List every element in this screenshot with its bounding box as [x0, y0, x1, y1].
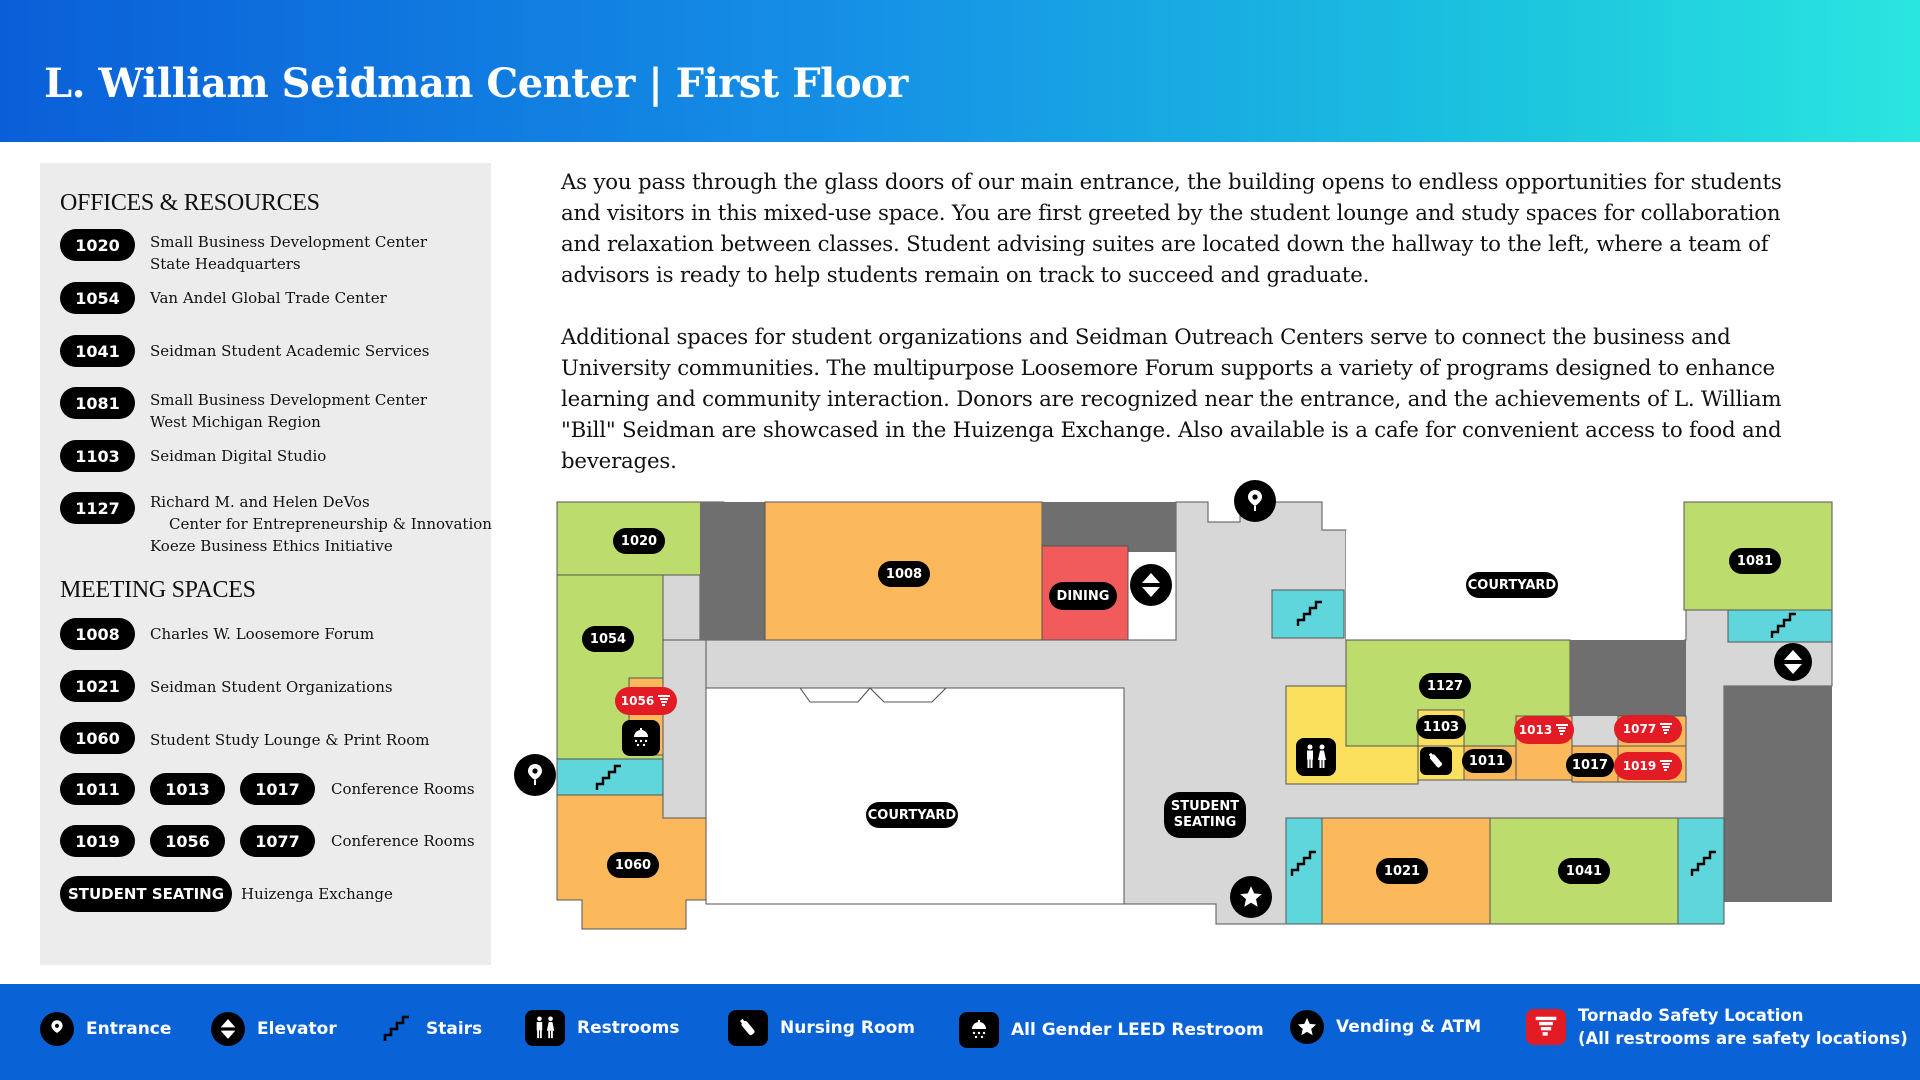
restrooms-icon — [525, 1010, 565, 1046]
tornado-icon — [1659, 759, 1673, 773]
safety-label-1077: 1077 — [1614, 715, 1682, 743]
page-title: L. William Seidman Center | First Floor — [44, 60, 908, 107]
map-label-1020: 1020 — [613, 528, 665, 554]
room-badge-1019: 1019 — [60, 825, 135, 857]
room-badge-1054: 1054 — [60, 282, 135, 314]
room-badge-1017: 1017 — [240, 773, 315, 805]
map-label-1054: 1054 — [582, 626, 634, 652]
office-1081-text: Small Business Development Center West Michigan Region — [150, 391, 428, 431]
shower-icon — [622, 720, 660, 756]
offices-heading: OFFICES & RESOURCES — [60, 190, 320, 216]
elevator-icon — [1130, 564, 1172, 606]
corridor-lower-left — [662, 640, 706, 820]
safety-label-1013: 1013 — [1514, 716, 1574, 744]
legend-elevator: Elevator — [211, 1012, 337, 1046]
legend-stairs: Stairs — [380, 1012, 482, 1046]
office-1020-text: Small Business Development Center State Headquarters — [150, 233, 428, 273]
map-label-1081: 1081 — [1729, 548, 1781, 574]
legend-bar — [0, 984, 1920, 1080]
description-paragraph-1: As you pass through the glass doors of our main entrance, the building opens to endless opportunities for students and visitors in this mixed-use space. You are first greeted by the student lounge and study spaces for collaboration and relaxation between classes. Student advising suites are located down the hallway to the left, where a team of advisors is ready to help students remain on track to succeed and graduate. — [561, 170, 1782, 288]
room-badge-1021: 1021 — [60, 670, 135, 702]
tornado-icon — [657, 694, 671, 708]
service-middle — [1042, 502, 1176, 552]
meeting-1008-text: Charles W. Loosemore Forum — [150, 625, 375, 643]
room-badge-1011: 1011 — [60, 773, 135, 805]
room-badge-1008: 1008 — [60, 618, 135, 650]
tornado-icon — [1659, 722, 1673, 736]
meeting-heading: MEETING SPACES — [60, 577, 256, 603]
conference-rooms-text-1: Conference Rooms — [331, 780, 475, 798]
elevator-icon — [211, 1012, 245, 1046]
map-label-1060: 1060 — [607, 852, 659, 878]
student-seating-badge: STUDENT SEATING — [60, 876, 232, 912]
map-label-1041: 1041 — [1558, 858, 1610, 884]
room-badge-1060: 1060 — [60, 722, 135, 754]
meeting-1060-text: Student Study Lounge & Print Room — [150, 731, 430, 749]
entrance-icon — [514, 754, 556, 796]
entrance-icon — [40, 1012, 74, 1046]
stairs-bottom-right — [1678, 818, 1724, 924]
elevator-icon — [1774, 643, 1812, 681]
safety-label-1019: 1019 — [1614, 752, 1682, 780]
conference-rooms-text-2: Conference Rooms — [331, 832, 475, 850]
room-badge-1103: 1103 — [60, 440, 135, 472]
shower-icon — [959, 1012, 999, 1048]
map-label-courtyard-left: COURTYARD — [866, 802, 958, 828]
map-label-1127: 1127 — [1419, 673, 1471, 699]
star-icon — [1290, 1010, 1324, 1044]
office-1041-text: Seidman Student Academic Services — [150, 342, 430, 360]
legend-tornado-safety: Tornado Safety Location (All restrooms are safety locations) — [1526, 1004, 1908, 1050]
entrance-icon — [1234, 480, 1276, 522]
office-1103-text: Seidman Digital Studio — [150, 447, 327, 465]
legend-restrooms: Restrooms — [525, 1010, 679, 1046]
office-1127-text: Richard M. and Helen DeVos Center for Entrepreneurship & Innovation Koeze Business Ethics Initiative — [150, 493, 492, 555]
legend-all-gender-restroom: All Gender LEED Restroom — [959, 1012, 1264, 1048]
service-far-right — [1724, 686, 1832, 902]
map-label-1103: 1103 — [1416, 715, 1466, 739]
legend-nursing-room: Nursing Room — [728, 1010, 915, 1046]
map-label-courtyard-right: COURTYARD — [1466, 572, 1558, 598]
courtyard-left-area — [706, 688, 1124, 904]
room-badge-1127: 1127 — [60, 492, 135, 524]
map-label-1008: 1008 — [878, 561, 930, 587]
meeting-1021-text: Seidman Student Organizations — [150, 678, 393, 696]
seating-text: Huizenga Exchange — [241, 885, 393, 903]
room-badge-1081: 1081 — [60, 387, 135, 419]
legend-entrance: Entrance — [40, 1012, 171, 1046]
map-label-1021: 1021 — [1376, 858, 1428, 884]
office-1054-text: Van Andel Global Trade Center — [150, 289, 387, 307]
nursing-room-icon — [728, 1010, 768, 1046]
map-label-dining: DINING — [1049, 582, 1117, 610]
service-right — [1570, 640, 1686, 716]
room-badge-1041: 1041 — [60, 335, 135, 367]
tornado-icon — [1555, 723, 1569, 737]
room-badge-1056: 1056 — [150, 825, 225, 857]
nursing-room-icon — [1420, 747, 1452, 775]
room-badge-1013: 1013 — [150, 773, 225, 805]
star-icon — [1230, 876, 1272, 918]
legend-vending-atm: Vending & ATM — [1290, 1010, 1481, 1044]
tornado-icon — [1526, 1009, 1566, 1045]
description-paragraph-2: Additional spaces for student organizations and Seidman Outreach Centers serve to connect the business and University communities. The multipurpose Loosemore Forum supports a variety of programs designed to enhance learning and community interaction. Donors are recognized near the entrance, and the achievements of L. William "Bill" Seidman are showcased in the Huizenga Exchange. Also available is a cafe for convenient access to food and beverages. — [561, 325, 1782, 474]
map-label-1017: 1017 — [1566, 753, 1614, 777]
stairs-icon — [380, 1012, 414, 1046]
map-label-1011: 1011 — [1462, 749, 1512, 773]
safety-label-1056: 1056 — [615, 687, 677, 715]
map-label-student-seating: STUDENT SEATING — [1164, 792, 1246, 838]
service-left — [700, 502, 766, 640]
room-badge-1077: 1077 — [240, 825, 315, 857]
room-badge-1020: 1020 — [60, 229, 135, 261]
restrooms-icon — [1296, 738, 1336, 776]
